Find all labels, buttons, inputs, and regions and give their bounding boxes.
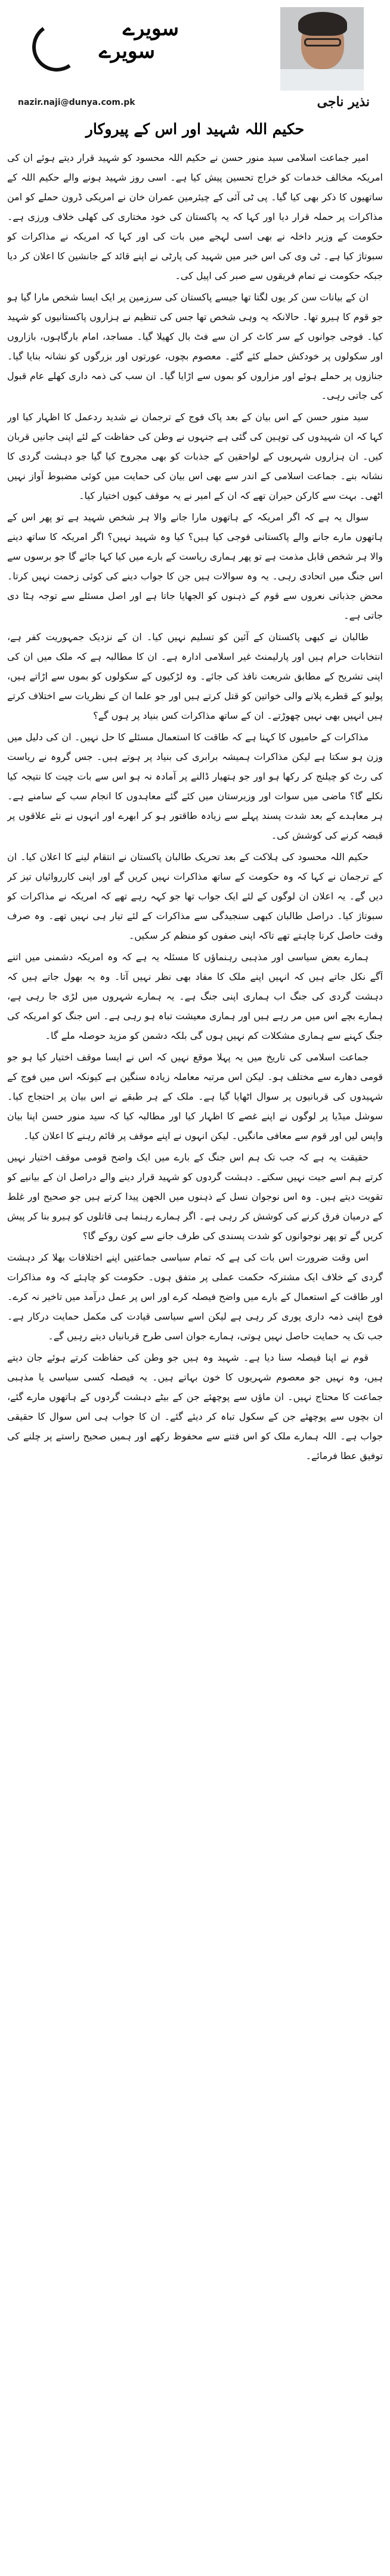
article-paragraph: مذاکرات کے حامیوں کا کہنا ہے کہ طاقت کا استعمال مسئلے کا حل نہیں۔ ان کی دلیل میں وزن ہو سکتا ہے لیکن مذاکرات ہمیشہ برابری کی بنیاد پر ہوتے ہیں۔ جس گروہ نے ریاست کی رٹ کو چیلنج کر رکھا ہو اور جو ہتھیار ڈالنے پر آمادہ نہ ہو اس سے بات چیت کا نتیجہ کیا نکلے گا؟ ماضی میں سوات اور وزیرستان میں کئے گئے معاہدوں کا انجام سب کے سامنے ہے۔ ہر معاہدے کے بعد شدت پسند پہلے سے زیادہ طاقتور ہو کر ابھرے اور انہوں نے نئے علاقوں پر قبضہ کرنے کی کوشش کی۔ bbox=[7, 731, 383, 841]
article-paragraph: اس وقت ضرورت اس بات کی ہے کہ تمام سیاسی جماعتیں اپنے اختلافات بھلا کر دہشت گردی کے خلاف ایک مشترکہ حکمت عملی پر متفق ہوں۔ حکومت کو چاہئے کہ وہ مذاکرات اور طاقت کے استعمال کے بارے میں واضح فیصلہ کرے اور اس پر عمل درآمد میں تاخیر نہ کرے۔ فوج اپنی ذمہ داری پوری کر رہی ہے لیکن اسے سیاسی قیادت کی مکمل حمایت درکار ہے۔ جب تک یہ حمایت حاصل نہیں ہوتی، ہمارے جوان اسی طرح قربانیاں دیتے رہیں گے۔ bbox=[7, 1252, 383, 1342]
author-portrait-icon bbox=[280, 7, 364, 91]
article-paragraph: طالبان نے کبھی پاکستان کے آئین کو تسلیم نہیں کیا۔ ان کے نزدیک جمہوریت کفر ہے، انتخابات حرام ہیں اور پارلیمنٹ غیر اسلامی ادارہ ہے۔ ان کا مطالبہ ہے کہ ملک میں ان کی اپنی تشریح کے مطابق شریعت نافذ کی جائے۔ وہ لڑکیوں کے سکولوں کو بموں سے اڑاتے ہیں، پولیو کے قطرے پلانے والی خواتین کو قتل کرتے ہیں اور جو علما ان کے نظریات سے اختلاف کرتے ہیں انہیں بھی نہیں چھوڑتے۔ ان کے ساتھ مذاکرات کس بنیاد پر ہوں گے؟ bbox=[7, 631, 383, 721]
author-portrait-glasses bbox=[304, 38, 341, 46]
article-paragraph: امیر جماعت اسلامی سید منور حسن نے حکیم اللہ محسود کو شہید قرار دیتے ہوئے ان کی امریکہ مخالف خدمات کو خراج تحسین پیش کیا ہے۔ اسی روز شہید ہونے والے حکیم اللہ کے ساتھیوں کا ذکر بھی کیا گیا۔ پی ٹی آئی کے چیئرمین عمران خان نے امریکی ڈرون حملے کو امن مذاکرات پر حملہ قرار دیا اور کہا کہ یہ پاکستان کی خود مختاری کی کھلی خلاف ورزی ہے۔ حکومت کے وزیر داخلہ نے بھی اسی لہجے میں بات کی اور کہا کہ امریکہ نے مذاکرات کو سبوتاژ کیا ہے۔ ٹی وی کی اس خبر میں شہید کی پارٹی نے اپنے قائد کے جانشین کا اعلان کر دیا جبکہ حکومت نے تمام فریقوں سے صبر کی اپیل کی۔ bbox=[7, 152, 383, 281]
article-paragraph: حقیقت یہ ہے کہ جب تک ہم اس جنگ کے بارے میں ایک واضح قومی موقف اختیار نہیں کرتے ہم اسے جیت نہیں سکتے۔ دہشت گردوں کو شہید قرار دینے والے دراصل ان کے بیانیے کو تقویت دیتے ہیں۔ وہ اس نوجوان نسل کے ذہنوں میں الجھن پیدا کرتے ہیں جو صحیح اور غلط کے درمیان فرق کرنے کی کوشش کر رہی ہے۔ اگر ہمارے رہنما ہی قاتلوں کو ہیرو بنا کر پیش کریں گے تو پھر نوجوانوں کو شدت پسندی کی طرف جانے سے کون روکے گا؟ bbox=[7, 1152, 383, 1242]
article-body bbox=[7, 148, 383, 2568]
article-paragraph: حکیم اللہ محسود کی ہلاکت کے بعد تحریک طالبان پاکستان نے انتقام لینے کا اعلان کیا۔ ان کے ترجمان نے کہا کہ وہ حکومت کے ساتھ مذاکرات نہیں کریں گے اور اپنی کارروائیاں تیز کر دیں گے۔ یہ اعلان ان لوگوں کے لئے ایک جواب تھا جو کہہ رہے تھے کہ امریکہ نے مذاکرات کو سبوتاژ کیا۔ دراصل طالبان کبھی سنجیدگی سے مذاکرات کے لئے تیار ہی نہیں تھے۔ وہ صرف وقت حاصل کرنا چاہتے تھے تاکہ اپنی صفوں کو منظم کر سکیں۔ bbox=[7, 851, 383, 941]
masthead-line-2: سویرے bbox=[98, 39, 155, 63]
article-paragraph: سوال یہ ہے کہ اگر امریکہ کے ہاتھوں مارا جانے والا ہر شخص شہید ہے تو پھر اس کے ہاتھوں مارے جانے والے پاکستانی فوجی کیا ہیں؟ کیا وہ شہید نہیں؟ اگر امریکہ کا ساتھ دینے والا ہر شخص قابل مذمت ہے تو پھر ہماری ریاست کے بارے میں کیا کہا جائے گا جو برسوں سے اس جنگ میں اتحادی رہی۔ یہ وہ سوالات ہیں جن کا جواب دینے کی کوئی زحمت نہیں کرتا۔ محض جذباتی نعروں سے قوم کے ذہنوں کو الجھایا جاتا ہے اور اصل مسئلے سے توجہ ہٹا دی جاتی ہے۔ bbox=[7, 511, 383, 621]
article-paragraph: سید منور حسن کے اس بیان کے بعد پاک فوج کے ترجمان نے شدید ردعمل کا اظہار کیا اور کہا کہ ان شہیدوں کی توہین کی گئی ہے جنہوں نے وطن کی حفاظت کے لئے اپنی جانیں قربان کیں۔ ان ہزاروں شہریوں کے لواحقین کے جذبات کو بھی مجروح کیا گیا جو دہشت گردی کا نشانہ بنے۔ جماعت اسلامی کے اندر سے بھی اس بیان کی حمایت میں کوئی مضبوط آواز نہیں اٹھی۔ بہت سے کارکن حیران تھے کہ ان کے امیر نے یہ موقف کیوں اختیار کیا۔ bbox=[7, 411, 383, 501]
article-headline: حکیم اللہ شہید اور اس کے پیروکار bbox=[85, 120, 305, 138]
column-header bbox=[0, 0, 390, 113]
author-portrait-shirt bbox=[280, 69, 364, 91]
article-paragraph: ان کے بیانات سن کر یوں لگتا تھا جیسے پاکستان کی سرزمین پر ایک ایسا شخص مارا گیا ہو جو قوم کا ہیرو تھا۔ حالانکہ یہ وہی شخص تھا جس کی تنظیم نے ہزاروں پاکستانیوں کو شہید کیا۔ فوجی جوانوں کے سر کاٹ کر ان سے فٹ بال کھیلا گیا۔ مساجد، امام بارگاہوں، بازاروں اور سکولوں پر خودکش حملے کئے گئے۔ معصوم بچوں، عورتوں اور بزرگوں کو نشانہ بنایا گیا۔ جنازوں پر حملے ہوئے اور مزاروں کو بموں سے اڑایا گیا۔ ان سب کی ذمہ داری کھلے عام قبول کی جاتی رہی۔ bbox=[7, 291, 383, 401]
author-email: nazir.naji@dunya.com.pk bbox=[18, 98, 135, 107]
author-portrait-hair bbox=[298, 12, 347, 36]
column-masthead-logo bbox=[30, 18, 191, 66]
article-paragraph: قوم نے اپنا فیصلہ سنا دیا ہے۔ شہید وہ ہیں جو وطن کی حفاظت کرتے ہوئے جان دیتے ہیں، وہ نہیں جو معصوم شہریوں کا خون بہاتے ہیں۔ یہ فیصلہ کسی سیاسی یا مذہبی جماعت کا محتاج نہیں۔ ان ماؤں سے پوچھئے جن کے بیٹے دہشت گردوں کے ہاتھوں مارے گئے، ان بچوں سے پوچھئے جن کے سکول تباہ کر دیئے گئے۔ ان کا جواب ہی اس سوال کا حقیقی جواب ہے۔ اللہ ہمارے ملک کو اس فتنے سے محفوظ رکھے اور ہمیں صحیح راستے پر چلنے کی توفیق عطا فرمائے۔ bbox=[7, 1352, 383, 1461]
masthead-line-1: سویرے bbox=[122, 17, 179, 41]
article-paragraph: جماعت اسلامی کی تاریخ میں یہ پہلا موقع نہیں کہ اس نے ایسا موقف اختیار کیا ہو جو قومی دھارے سے مختلف ہو۔ لیکن اس مرتبہ معاملہ زیادہ سنگین ہے کیونکہ اس میں فوج کے شہیدوں کی قربانیوں پر سوال اٹھایا گیا ہے۔ ملک کے ہر طبقے نے اس بیان پر احتجاج کیا۔ سوشل میڈیا پر لوگوں نے اپنے غصے کا اظہار کیا اور مطالبہ کیا کہ سید منور حسن اپنا بیان واپس لیں اور قوم سے معافی مانگیں۔ لیکن انہوں نے اپنے موقف پر قائم رہنے کا اعلان کیا۔ bbox=[7, 1051, 383, 1141]
author-name: نذیر ناجی bbox=[317, 94, 370, 110]
masthead-swoosh-icon bbox=[29, 19, 85, 76]
article-paragraph: ہمارے بعض سیاسی اور مذہبی رہنماؤں کا مسئلہ یہ ہے کہ وہ امریکہ دشمنی میں اتنے آگے نکل جاتے ہیں کہ انہیں اپنے ملک کا مفاد بھی نظر نہیں آتا۔ وہ یہ بھول جاتے ہیں کہ دہشت گردی کی جنگ اب ہماری اپنی جنگ ہے۔ یہ ہمارے شہروں میں لڑی جا رہی ہے، ہمارے بچے اس میں مر رہے ہیں اور ہماری معیشت تباہ ہو رہی ہے۔ اس جنگ کو امریکہ کی جنگ کہنے سے ہماری مشکلات کم نہیں ہوں گی بلکہ دشمن کو مزید حوصلہ ملے گا۔ bbox=[7, 951, 383, 1041]
